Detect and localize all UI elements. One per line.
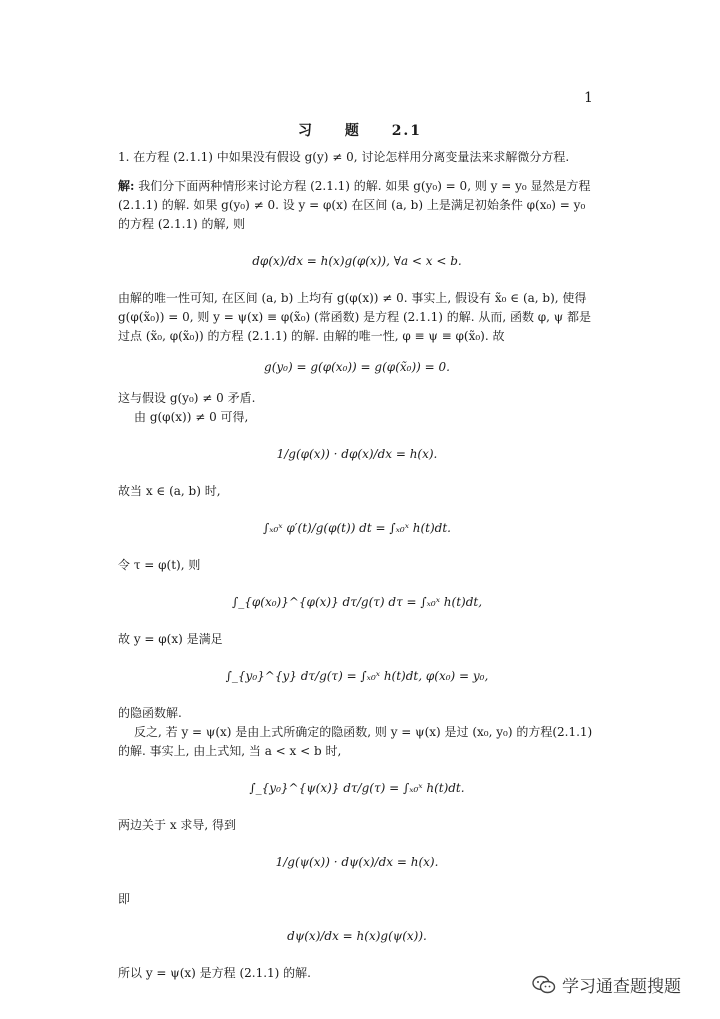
solution-text-1: 我们分下面两种情形来讨论方程 (2.1.1) 的解. 如果 g(y₀) = 0, 则 y = y₀ 显然是方程 (2.1.1) 的解. 如果 g(y₀) ≠ 0. 设 y = φ(x) 在区间 (a, b) 上是满足初始条件 φ(x₀) = y₀ 的方程 (2.1.1) 的解, 则 — [118, 179, 591, 231]
solution-paragraph-2: 由解的唯一性可知, 在区间 (a, b) 上均有 g(φ(x)) ≠ 0. 事实上, 假设有 x̃₀ ∈ (a, b), 使得 g(φ(x̃₀)) = 0, 则 y = ψ(x) ≡ φ(x̃₀) (常函数) 是方程 (2.1.1) 的解. 从而, 函数 φ, ψ 都是过点 (x̃₀, φ(x̃₀)) 的方程 (2.1.1) 的解. 由解的唯一性, φ ≡ ψ ≡ φ(x̃₀). 故 — [118, 291, 592, 343]
solution-paragraph-5: 故当 x ∈ (a, b) 时, — [118, 484, 221, 498]
solution-label: 解: — [118, 179, 135, 193]
solution-paragraph-1 — [118, 177, 596, 234]
equation-1: dφ(x)/dx = h(x)g(φ(x)), ∀a < x < b. — [252, 254, 462, 268]
document-body — [118, 148, 596, 983]
watermark — [532, 972, 681, 997]
equation-9: dψ(x)/dx = h(x)g(ψ(x)). — [287, 929, 427, 943]
solution-paragraph-11: 即 — [118, 892, 131, 906]
title-char-1: 习 — [297, 123, 314, 139]
solution-paragraph-9: 反之, 若 y = ψ(x) 是由上式所确定的隐函数, 则 y = ψ(x) 是过 (x₀, y₀) 的方程(2.1.1)的解. 事实上, 由上式知, 当 a < x < b 时, — [118, 725, 593, 758]
equation-8: 1/g(ψ(x)) · dψ(x)/dx = h(x). — [275, 855, 439, 869]
equation-6: ∫_{y₀}^{y} dτ/g(τ) = ∫ₓ₀ˣ h(t)dt, φ(x₀) = y₀, — [225, 669, 489, 683]
solution-paragraph-12: 所以 y = ψ(x) 是方程 (2.1.1) 的解. — [118, 966, 311, 980]
solution-paragraph-6: 令 τ = φ(t), 则 — [118, 558, 201, 572]
solution-paragraph-4: 由 g(φ(x)) ≠ 0 可得, — [134, 410, 249, 424]
equation-5: ∫_{φ(x₀)}^{φ(x)} dτ/g(τ) dτ = ∫ₓ₀ˣ h(t)dt, — [231, 595, 483, 609]
equation-4: ∫ₓ₀ˣ φ′(t)/g(φ(t)) dt = ∫ₓ₀ˣ h(t)dt. — [262, 521, 451, 535]
solution-paragraph-10: 两边关于 x 求导, 得到 — [118, 818, 237, 832]
section-title — [0, 120, 720, 140]
watermark-text: 学习通查题搜题 — [562, 977, 681, 997]
solution-paragraph-8: 的隐函数解. — [118, 706, 182, 720]
equation-3: 1/g(φ(x)) · dφ(x)/dx = h(x). — [276, 447, 438, 461]
solution-paragraph-3: 这与假设 g(y₀) ≠ 0 矛盾. — [118, 391, 256, 405]
equation-2: g(y₀) = g(φ(x₀)) = g(φ(x̃₀)) = 0. — [264, 360, 450, 374]
problem-number: 1. — [118, 150, 130, 164]
page-number: 1 — [584, 90, 593, 106]
title-number: 2.1 — [391, 123, 423, 139]
solution-paragraph-7: 故 y = φ(x) 是满足 — [118, 632, 223, 646]
wechat-icon — [532, 975, 556, 995]
problem-statement — [118, 148, 596, 167]
title-char-2: 题 — [344, 123, 361, 139]
problem-text: 在方程 (2.1.1) 中如果没有假设 g(y) ≠ 0, 讨论怎样用分离变量法来求解微分方程. — [133, 150, 570, 164]
equation-7: ∫_{y₀}^{ψ(x)} dτ/g(τ) = ∫ₓ₀ˣ h(t)dt. — [249, 781, 465, 795]
